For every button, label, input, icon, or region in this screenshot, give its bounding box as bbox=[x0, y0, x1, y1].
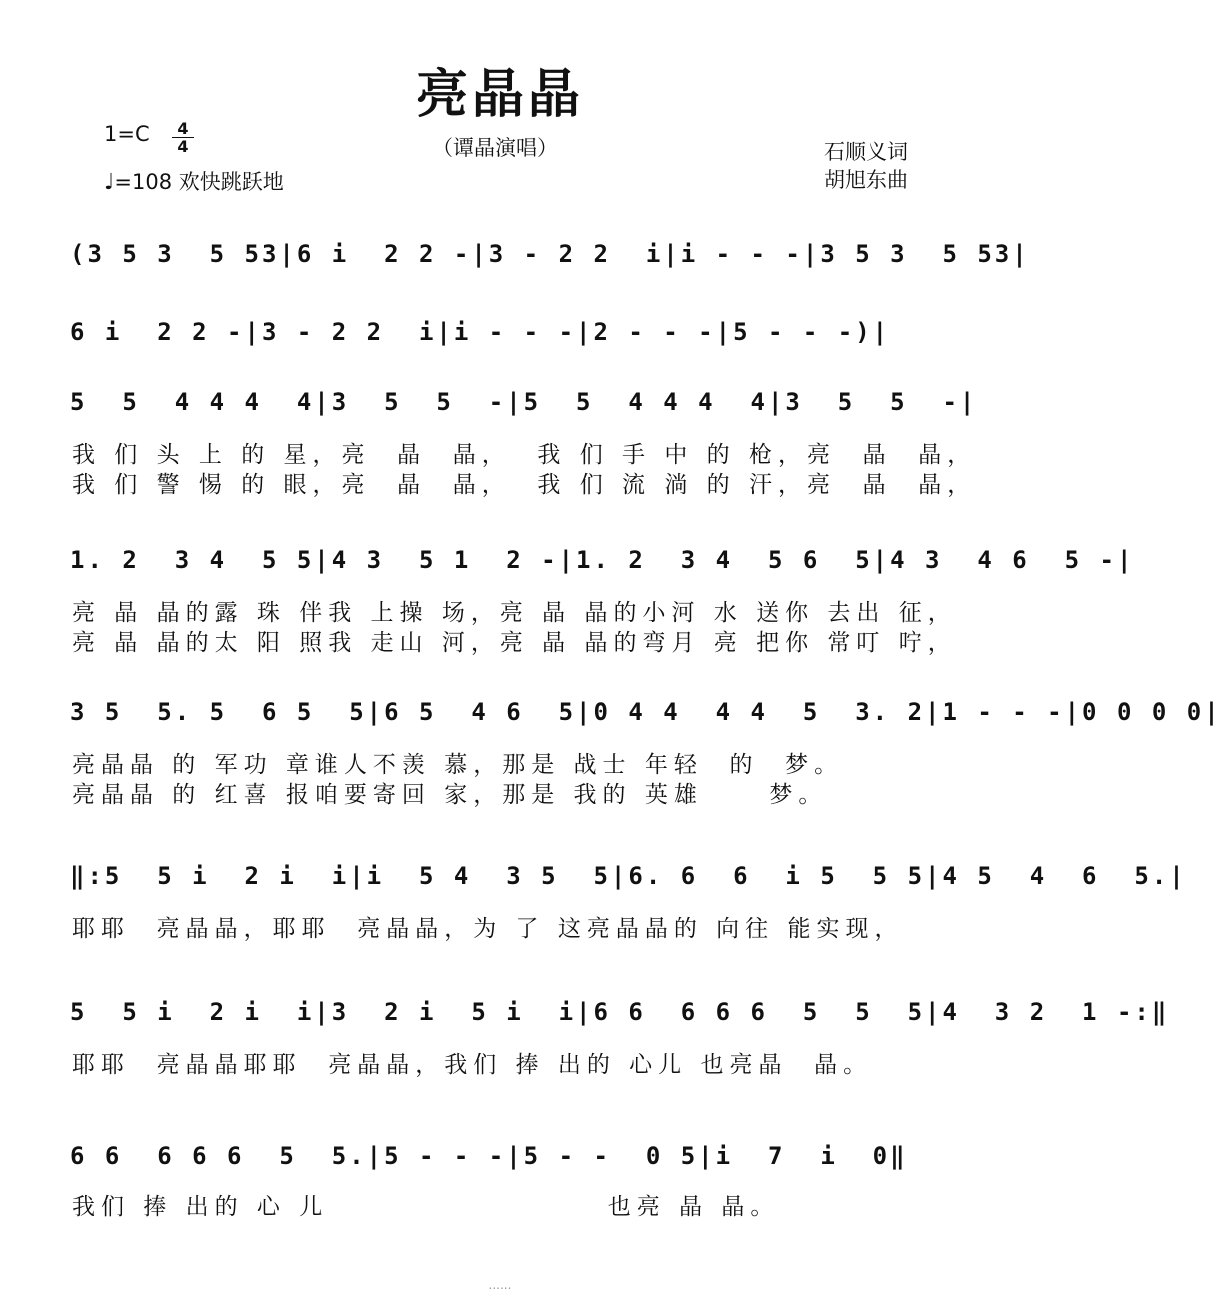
notation-line-3: 5 5 4 4 4 4|3 5 5 -|5 5 4 4 4 4|3 5 5 -| bbox=[70, 388, 978, 416]
notation-line-6: ‖:5 5 i 2 i i|i 5 4 3 5 5|6. 6 6 i 5 5 5|4 5 4 6 5.| bbox=[70, 862, 1187, 890]
lyric-line-4b: 亮 晶 晶的太 阳 照我 走山 河，亮 晶 晶的弯月 亮 把你 常叮 咛， bbox=[72, 630, 957, 656]
notation-line-1: (3 5 3 5 53|6 i 2 2 -|3 - 2 2 i|i - - -|3 5 3 5 53| bbox=[70, 240, 1030, 268]
time-signature-top: 4 bbox=[172, 120, 194, 138]
lyric-line-6: 耶耶 亮晶晶，耶耶 亮晶晶，为 了 这亮晶晶的 向往 能实现， bbox=[72, 916, 904, 942]
singer-credit: （谭晶演唱） bbox=[432, 136, 558, 160]
lyric-line-4a: 亮 晶 晶的露 珠 伴我 上操 场，亮 晶 晶的小河 水 送你 去出 征， bbox=[72, 600, 957, 626]
composer-credit: 胡旭东曲 bbox=[824, 168, 908, 192]
time-signature-bottom: 4 bbox=[177, 137, 189, 156]
quarter-note-icon: ♩ bbox=[104, 170, 115, 195]
lyricist-credit: 石顺义词 bbox=[824, 140, 908, 164]
lyric-line-5b: 亮晶晶 的 红喜 报咱要寄回 家，那是 我的 英雄 梦。 bbox=[72, 782, 828, 808]
time-signature bbox=[172, 120, 194, 155]
tempo-marking bbox=[104, 166, 284, 196]
tempo-text: =108 欢快跳跃地 bbox=[114, 170, 284, 194]
lyric-line-3a: 我 们 头 上 的 星，亮 晶 晶， 我 们 手 中 的 枪，亮 晶 晶， bbox=[72, 442, 977, 468]
notation-line-8: 6 6 6 6 6 5 5.|5 - - -|5 - - 0 5|i 7 i 0‖ bbox=[70, 1142, 908, 1170]
lyric-line-8: 我们 捧 出的 心 儿 也亮 晶 晶。 bbox=[72, 1194, 780, 1220]
lyric-line-7: 耶耶 亮晶晶耶耶 亮晶晶，我们 捧 出的 心儿 也亮晶 晶。 bbox=[72, 1052, 873, 1078]
page-footer: ...... bbox=[488, 1278, 512, 1292]
lyric-line-5a: 亮晶晶 的 军功 章谁人不羡 慕，那是 战士 年轻 的 梦。 bbox=[72, 752, 844, 778]
notation-line-5: 3 5 5. 5 6 5 5|6 5 4 6 5|0 4 4 4 4 5 3. 2|1 - - -|0 0 0 0| bbox=[70, 698, 1222, 726]
key-signature: 1=C bbox=[104, 122, 150, 146]
lyric-line-3b: 我 们 警 惕 的 眼，亮 晶 晶， 我 们 流 淌 的 汗，亮 晶 晶， bbox=[72, 472, 977, 498]
notation-line-7: 5 5 i 2 i i|3 2 i 5 i i|6 6 6 6 6 5 5 5|4 3 2 1 -:‖ bbox=[70, 998, 1170, 1026]
song-title: 亮晶晶 bbox=[415, 65, 584, 125]
notation-line-2: 6 i 2 2 -|3 - 2 2 i|i - - -|2 - - -|5 - - -)| bbox=[70, 318, 891, 346]
notation-line-4: 1. 2 3 4 5 5|4 3 5 1 2 -|1. 2 3 4 5 6 5|4 3 4 6 5 -| bbox=[70, 546, 1135, 574]
